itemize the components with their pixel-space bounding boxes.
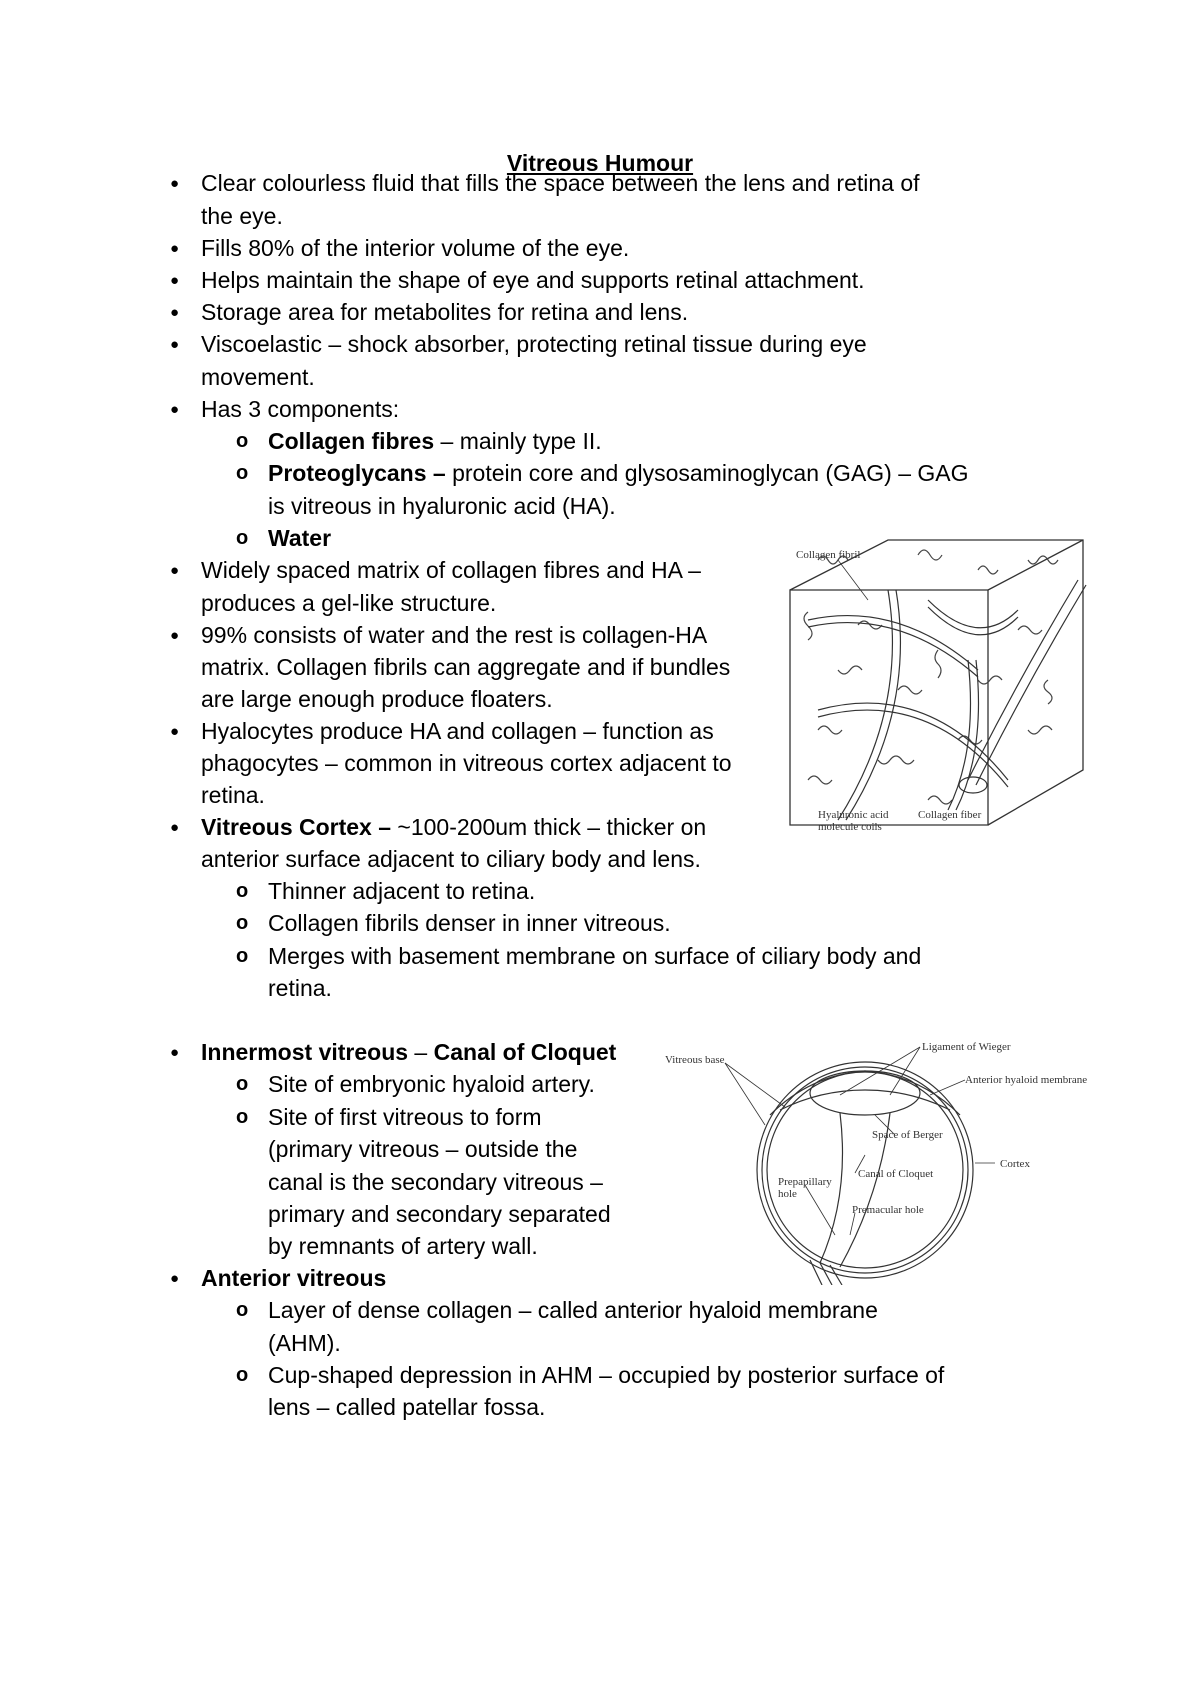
bullet-text: Has 3 components: — [201, 396, 400, 422]
figure-label: Collagen fiber — [918, 809, 982, 821]
sub-bullet-text: Collagen fibrils denser in inner vitreous. — [268, 910, 671, 936]
sub-bullet-text: by remnants of artery wall. — [268, 1233, 538, 1259]
bullet-text — [201, 1036, 616, 1069]
figure-label: Prepapillary — [778, 1176, 832, 1188]
figure-label: Premacular hole — [852, 1204, 924, 1216]
sub-bullet-text: Layer of dense collagen – called anterior hyaloid membrane — [268, 1297, 878, 1323]
figure-label: Canal of Cloquet — [858, 1168, 934, 1180]
sub-bullet-text: primary and secondary separated — [268, 1201, 611, 1227]
bullet-text — [201, 811, 706, 844]
bullet-marker: ● — [170, 723, 180, 740]
bullet-text: retina. — [201, 782, 265, 808]
sub-bullet-marker: o — [236, 1299, 249, 1321]
sub-bullet-text: (AHM). — [268, 1330, 341, 1356]
sub-bullet-marker: o — [236, 430, 249, 452]
sub-bullet-marker: o — [236, 1106, 249, 1128]
sub-bullet-text: Cup-shaped depression in AHM – occupied by posterior surface of — [268, 1362, 945, 1388]
bullet-marker: ● — [170, 1270, 180, 1287]
sub-bullet-marker: o — [236, 527, 249, 549]
bullet-text: movement. — [201, 364, 315, 390]
figure-label: Vitreous base — [665, 1054, 725, 1066]
sub-bullet-marker: o — [236, 1073, 249, 1095]
figure-label: Ligament of Wieger — [922, 1041, 1011, 1053]
figure-label: hole — [778, 1188, 797, 1200]
bullet-text: Fills 80% of the interior volume of the eye. — [201, 235, 630, 261]
bullet-text: Storage area for metabolites for retina and lens. — [201, 299, 689, 325]
figure-label: molecule coils — [818, 821, 882, 833]
bullet-text — [201, 1262, 386, 1295]
sub-bullet-text: retina. — [268, 975, 332, 1001]
bullet-text: Hyalocytes produce HA and collagen – function as — [201, 718, 714, 744]
figure-label: Cortex — [1000, 1158, 1030, 1170]
figure-label: Collagen fibril — [796, 549, 861, 561]
bullet-marker: ● — [170, 1044, 180, 1061]
bold-term: Innermost vitreous — [201, 1039, 409, 1065]
bold-term: Water — [268, 525, 332, 551]
bullet-text: Helps maintain the shape of eye and supports retinal attachment. — [201, 267, 865, 293]
figure-label: Space of Berger — [872, 1129, 943, 1141]
bullet-text: phagocytes – common in vitreous cortex adjacent to — [201, 750, 732, 776]
term-description: ~100-200um thick – thicker on — [391, 814, 707, 840]
bullet-text: are large enough produce floaters. — [201, 686, 553, 712]
sub-bullet-text: canal is the secondary vitreous – — [268, 1169, 603, 1195]
bold-term: Canal of Cloquet — [433, 1039, 617, 1065]
sub-bullet-text: is vitreous in hyaluronic acid (HA). — [268, 493, 616, 519]
bold-term: Proteoglycans – — [268, 460, 446, 486]
bullet-text: Widely spaced matrix of collagen fibres and HA – — [201, 557, 701, 583]
bullet-text: anterior surface adjacent to ciliary body and lens. — [201, 846, 701, 872]
bullet-marker: ● — [170, 562, 180, 579]
bullet-text: 99% consists of water and the rest is collagen-HA — [201, 622, 708, 648]
bullet-text: Clear colourless fluid that fills the space between the lens and retina of — [201, 170, 920, 196]
bullet-text: produces a gel-like structure. — [201, 590, 497, 616]
sub-bullet-marker: o — [236, 945, 249, 967]
figure-label: Hyaluronic acid — [818, 809, 889, 821]
bullet-marker: ● — [170, 627, 180, 644]
sub-bullet-text: Thinner adjacent to retina. — [268, 878, 536, 904]
bullet-marker: ● — [170, 401, 180, 418]
sub-bullet-text: Merges with basement membrane on surface of ciliary body and — [268, 943, 922, 969]
bold-term: Collagen fibres — [268, 428, 435, 454]
bullet-text: the eye. — [201, 203, 283, 229]
sub-bullet-text: (primary vitreous – outside the — [268, 1136, 578, 1162]
bullet-marker: ● — [170, 272, 180, 289]
bullet-text: Viscoelastic – shock absorber, protecting retinal tissue during eye — [201, 331, 867, 357]
bullet-marker: ● — [170, 240, 180, 257]
term-description: – mainly type II. — [434, 428, 602, 454]
bullet-text: matrix. Collagen fibrils can aggregate and if bundles — [201, 654, 731, 680]
page-title: Vitreous Humour — [506, 150, 694, 176]
sub-bullet-marker: o — [236, 912, 249, 934]
term-description: protein core and glysosaminoglycan (GAG) – GAG — [445, 460, 969, 486]
eye-cross-section-figure — [660, 1035, 1095, 1285]
sub-bullet-text: Site of embryonic hyaloid artery. — [268, 1071, 595, 1097]
bullet-marker: ● — [170, 336, 180, 353]
separator: – — [408, 1039, 434, 1065]
sub-bullet-text: Site of first vitreous to form — [268, 1104, 542, 1130]
collagen-matrix-figure — [778, 530, 1093, 835]
figure-label: Anterior hyaloid membrane — [965, 1074, 1088, 1086]
sub-bullet-text — [268, 522, 331, 555]
bullet-marker: ● — [170, 304, 180, 321]
sub-bullet-text — [268, 457, 969, 490]
sub-bullet-marker: o — [236, 1364, 249, 1386]
bold-term: Anterior vitreous — [201, 1265, 387, 1291]
sub-bullet-marker: o — [236, 880, 249, 902]
sub-bullet-marker: o — [236, 462, 249, 484]
bullet-marker: ● — [170, 819, 180, 836]
bullet-marker: ● — [170, 175, 180, 192]
sub-bullet-text — [268, 425, 602, 458]
sub-bullet-text: lens – called patellar fossa. — [268, 1394, 546, 1420]
bold-term: Vitreous Cortex – — [201, 814, 392, 840]
